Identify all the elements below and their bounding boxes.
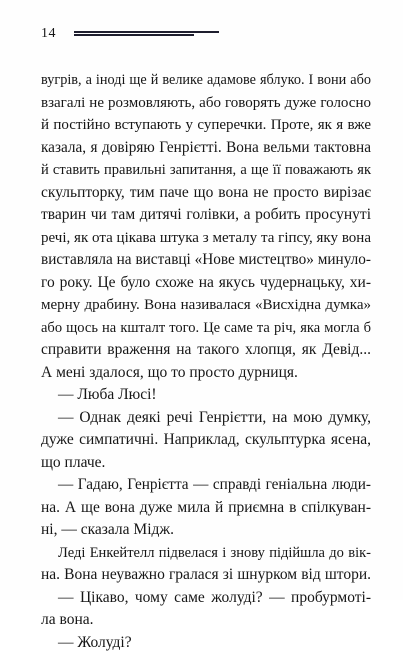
text-line: справити враження на такого хлопця, як Девід... xyxy=(41,339,371,362)
text-line: — Цікаво, чому саме жолуді? — пробурмоті- xyxy=(41,587,371,610)
text-line: що плаче. xyxy=(41,452,371,475)
text-line: — Люба Люсі! xyxy=(41,384,371,407)
text-line: й ставить правильні запитання, а ще її поважають як xyxy=(41,159,371,182)
header-rule xyxy=(74,31,219,37)
text-line: ла вона. xyxy=(41,609,371,632)
text-line: взагалі не розмовляють, або говорять дуже голосно xyxy=(41,92,371,115)
body-text xyxy=(41,69,371,654)
text-line: скульпторку, тим паче що вона не просто вирізає xyxy=(41,182,371,205)
text-line: ні, — сказала Мідж. xyxy=(41,519,371,542)
text-line: Леді Енкейтелл підвелася і знову підійшла до вік- xyxy=(41,542,371,565)
text-line: або щось на кшталт того. Це саме та річ, яка могла б xyxy=(41,317,371,340)
text-line: тварин чи там дитячі голівки, а робить просунуті xyxy=(41,204,371,227)
text-line: речі, як ота цікава штука з металу та гіпсу, яку вона xyxy=(41,227,371,250)
text-line: на. Вона неуважно гралася зі шнурком від штори. xyxy=(41,564,371,587)
text-line: — Однак деякі речі Генрієтти, на мою думку, xyxy=(41,407,371,430)
text-line: дуже симпатичні. Наприклад, скульптурка ясена, xyxy=(41,429,371,452)
text-line: вугрів, а іноді ще й велике адамове яблуко. І вони або xyxy=(41,69,371,92)
text-line: й постійно вступають у суперечки. Проте, як я вже xyxy=(41,114,371,137)
text-line: А мені здалося, що то просто дурниця. xyxy=(41,362,371,385)
text-line: го року. Це було схоже на якусь чудернацьку, хи- xyxy=(41,272,371,295)
text-line: — Гадаю, Генрієтта — справді геніальна люди- xyxy=(41,474,371,497)
text-line: на. А ще вона дуже мила й приємна в спілкуван- xyxy=(41,497,371,520)
text-line: мерну драбину. Вона називалася «Висхідна думка» xyxy=(41,294,371,317)
header-rule-line xyxy=(74,34,194,36)
header-rule-line xyxy=(74,31,219,33)
page-number: 14 xyxy=(41,26,56,42)
text-line: — Жолуді? xyxy=(41,632,371,654)
text-line: казала, я довіряю Генрієтті. Вона вельми тактовна xyxy=(41,137,371,160)
text-line: виставляла на виставці «Нове мистецтво» минуло- xyxy=(41,249,371,272)
